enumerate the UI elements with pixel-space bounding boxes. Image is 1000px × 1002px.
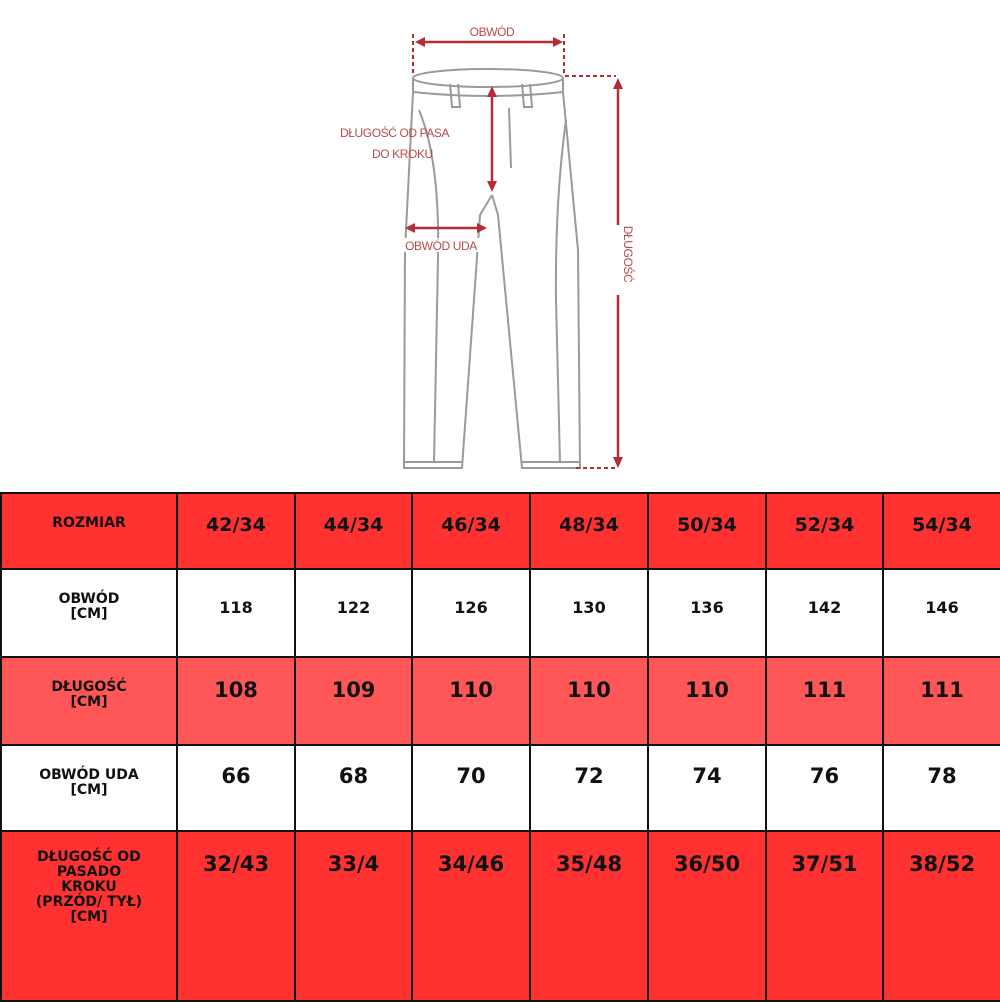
cell-value: 42/34 xyxy=(206,514,266,536)
cell-value: 110 xyxy=(685,678,729,702)
cell-value: 111 xyxy=(802,678,847,702)
cell-value: 108 xyxy=(214,678,258,702)
row-header-line: [CM] xyxy=(70,782,108,798)
cell-value: 142 xyxy=(807,598,842,617)
table-cell xyxy=(883,493,1000,569)
cell-value: 54/34 xyxy=(912,514,972,536)
cell-value: 78 xyxy=(927,764,957,788)
table-cell xyxy=(766,745,883,831)
cell-value: 50/34 xyxy=(677,514,737,536)
table-row-thigh xyxy=(1,745,1000,831)
table-cell xyxy=(530,831,648,1001)
table-cell xyxy=(648,745,766,831)
table-cell xyxy=(648,569,766,657)
table-cell xyxy=(177,831,295,1001)
cell-value: 38/52 xyxy=(908,852,976,876)
row-header-line: PASADO xyxy=(56,864,122,880)
table-cell xyxy=(530,745,648,831)
cell-value: 68 xyxy=(338,764,369,788)
cell-value: 32/43 xyxy=(202,852,270,876)
table-cell xyxy=(295,657,412,745)
trousers-measurement-diagram xyxy=(0,0,1000,492)
table-cell xyxy=(177,745,295,831)
table-cell xyxy=(530,657,648,745)
table-cell xyxy=(177,569,295,657)
table-cell xyxy=(412,745,530,831)
thigh-measure-label: OBWÓD UDA xyxy=(405,239,477,253)
table-cell xyxy=(766,569,883,657)
table-cell xyxy=(648,657,766,745)
table-row-waist xyxy=(1,569,1000,657)
table-cell xyxy=(530,493,648,569)
table-cell xyxy=(412,493,530,569)
cell-value: 46/34 xyxy=(441,514,501,536)
cell-value: 70 xyxy=(456,764,486,788)
row-header-line: [CM] xyxy=(70,606,108,622)
cell-value: 37/51 xyxy=(791,852,858,876)
row-header-line: OBWÓD xyxy=(58,591,120,607)
table-cell xyxy=(883,657,1000,745)
row-header xyxy=(1,745,177,831)
row-header-line: [CM] xyxy=(70,909,108,925)
row-header-line: DŁUGOŚĆ xyxy=(51,679,127,695)
row-header xyxy=(1,657,177,745)
table-row-length xyxy=(1,657,1000,745)
row-header-line: ROZMIAR xyxy=(52,515,126,531)
cell-value: 111 xyxy=(920,678,964,702)
waist-measure-label: OBWÓD xyxy=(469,25,515,39)
row-header-line: OBWÓD UDA xyxy=(39,767,139,783)
cell-value: 33/4 xyxy=(327,852,380,876)
table-cell xyxy=(648,493,766,569)
cell-value: 52/34 xyxy=(794,514,855,536)
rise-measure-label-line1: DŁUGOŚĆ OD PASA xyxy=(340,126,450,140)
cell-value: 118 xyxy=(219,598,253,617)
table-row-sizes xyxy=(1,493,1000,569)
table-row-rise xyxy=(1,831,1000,1001)
table-cell xyxy=(530,569,648,657)
row-header-line: (PRZÓD/ TYŁ) xyxy=(35,894,143,910)
table-cell xyxy=(295,569,412,657)
cell-value: 35/48 xyxy=(555,852,623,876)
rise-measure-label-line2: DO KROKU xyxy=(372,147,433,161)
table-cell xyxy=(295,493,412,569)
row-header xyxy=(1,569,177,657)
table-cell xyxy=(412,831,530,1001)
table-cell xyxy=(766,657,883,745)
row-header-line: DŁUGOŚĆ OD xyxy=(37,849,141,865)
cell-value: 130 xyxy=(572,598,606,617)
table-cell xyxy=(766,493,883,569)
table-cell xyxy=(766,831,883,1001)
cell-value: 34/46 xyxy=(437,852,505,876)
cell-value: 74 xyxy=(692,764,722,788)
cell-value: 122 xyxy=(336,598,371,617)
table-cell xyxy=(883,831,1000,1001)
cell-value: 126 xyxy=(454,598,488,617)
table-cell xyxy=(295,831,412,1001)
row-header-line: [CM] xyxy=(70,694,108,710)
row-header-line: KROKU xyxy=(61,879,117,895)
cell-value: 36/50 xyxy=(673,852,741,876)
table-cell xyxy=(883,569,1000,657)
cell-value: 72 xyxy=(574,764,604,788)
cell-value: 48/34 xyxy=(559,514,619,536)
table-cell xyxy=(295,745,412,831)
row-header xyxy=(1,493,177,569)
cell-value: 44/34 xyxy=(323,514,384,536)
cell-value: 136 xyxy=(690,598,724,617)
table-cell xyxy=(412,657,530,745)
cell-value: 109 xyxy=(331,678,376,702)
table-cell xyxy=(177,493,295,569)
cell-value: 110 xyxy=(449,678,493,702)
cell-value: 110 xyxy=(567,678,611,702)
size-chart-table xyxy=(0,492,1000,1002)
cell-value: 146 xyxy=(925,598,959,617)
table-cell xyxy=(177,657,295,745)
table-cell xyxy=(412,569,530,657)
cell-value: 66 xyxy=(221,764,251,788)
cell-value: 76 xyxy=(809,764,840,788)
row-header xyxy=(1,831,177,1001)
table-cell xyxy=(648,831,766,1001)
table-cell xyxy=(883,745,1000,831)
length-measure-label: DŁUGOŚĆ xyxy=(621,225,635,283)
